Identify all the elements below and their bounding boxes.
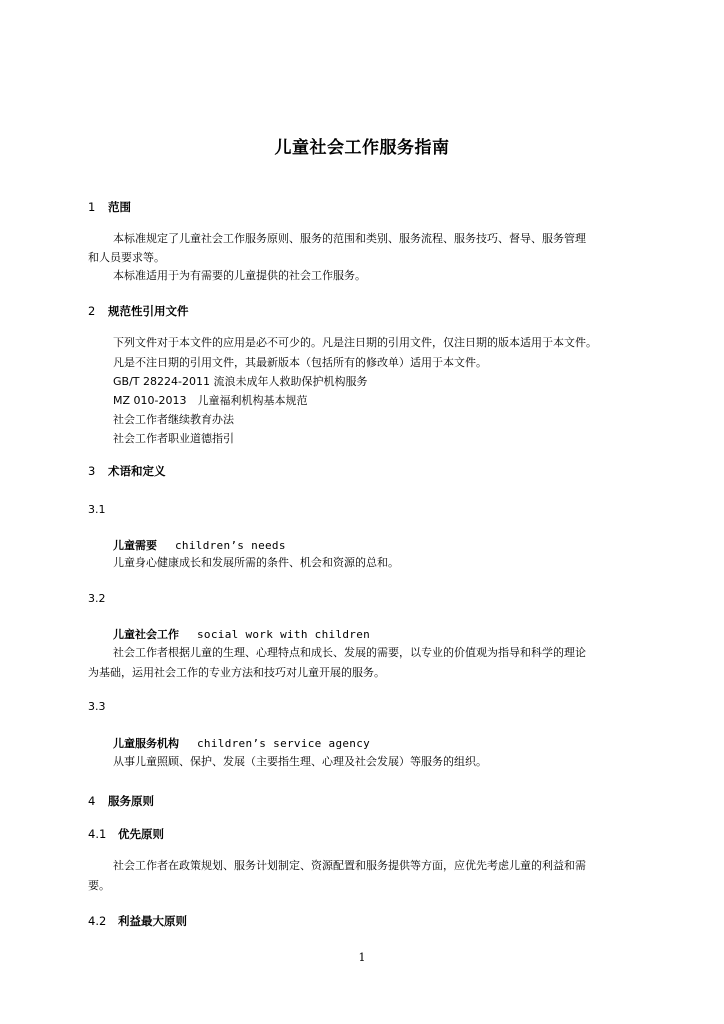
section-3-heading	[88, 463, 166, 479]
paragraph-line: 要。	[88, 879, 110, 892]
section-title: 术语和定义	[108, 464, 166, 478]
section-2-heading	[88, 303, 189, 319]
page-number: 1	[358, 951, 366, 964]
reference-item: MZ 010-2013 儿童福利机构基本规范	[113, 394, 308, 407]
term-chinese: 儿童需要	[113, 539, 157, 552]
section-title: 服务原则	[108, 794, 154, 808]
section-number: 3	[88, 464, 96, 478]
reference-item: 社会工作者职业道德指引	[113, 432, 234, 445]
term-definition: 儿童身心健康成长和发展所需的条件、机会和资源的总和。	[113, 556, 399, 569]
term-number: 3.1	[88, 503, 106, 516]
term-number: 3.2	[88, 592, 106, 605]
section-1-heading	[88, 199, 131, 215]
term-english: social work with children	[197, 628, 371, 641]
term-definition: 从事儿童照顾、保护、发展（主要指生理、心理及社会发展）等服务的组织。	[113, 755, 487, 768]
term-english: children’s needs	[175, 539, 286, 552]
term-number: 3.3	[88, 700, 106, 713]
term-entry	[113, 735, 370, 751]
term-chinese: 儿童社会工作	[113, 628, 179, 641]
subsection-number: 4.2	[88, 914, 107, 928]
reference-item: 社会工作者继续教育办法	[113, 413, 234, 426]
term-entry	[113, 537, 286, 553]
term-chinese: 儿童服务机构	[113, 737, 179, 750]
term-definition: 社会工作者根据儿童的生理、心理特点和成长、发展的需要，以专业的价值观为指导和科学的理论	[113, 646, 586, 659]
term-definition: 为基础，运用社会工作的专业方法和技巧对儿童开展的服务。	[88, 666, 385, 679]
paragraph-line: 凡是不注日期的引用文件，其最新版本（包括所有的修改单）适用于本文件。	[113, 356, 487, 369]
section-number: 4	[88, 794, 96, 808]
paragraph-line: 和人员要求等。	[88, 251, 165, 264]
subsection-number: 4.1	[88, 827, 107, 841]
term-entry	[113, 626, 370, 642]
reference-item: GB/T 28224-2011 流浪未成年人救助保护机构服务	[113, 375, 368, 388]
section-4-heading	[88, 793, 154, 809]
section-number: 2	[88, 304, 96, 318]
term-english: children’s service agency	[197, 737, 371, 750]
paragraph-line: 社会工作者在政策规划、服务计划制定、资源配置和服务提供等方面，应优先考虑儿童的利益和需	[113, 859, 586, 872]
section-title: 范围	[108, 200, 131, 214]
subsection-title: 利益最大原则	[118, 914, 187, 928]
document-title: 儿童社会工作服务指南	[274, 138, 450, 158]
paragraph-line: 下列文件对于本文件的应用是必不可少的。凡是注日期的引用文件，仅注日期的版本适用于本文件。	[113, 336, 597, 349]
subsection-4-2-heading	[88, 913, 187, 929]
subsection-title: 优先原则	[118, 827, 164, 841]
section-title: 规范性引用文件	[108, 304, 189, 318]
section-number: 1	[88, 200, 96, 214]
paragraph-line: 本标准适用于为有需要的儿童提供的社会工作服务。	[113, 269, 366, 282]
subsection-4-1-heading	[88, 826, 164, 842]
paragraph-line: 本标准规定了儿童社会工作服务原则、服务的范围和类别、服务流程、服务技巧、督导、服务管理	[113, 232, 586, 245]
